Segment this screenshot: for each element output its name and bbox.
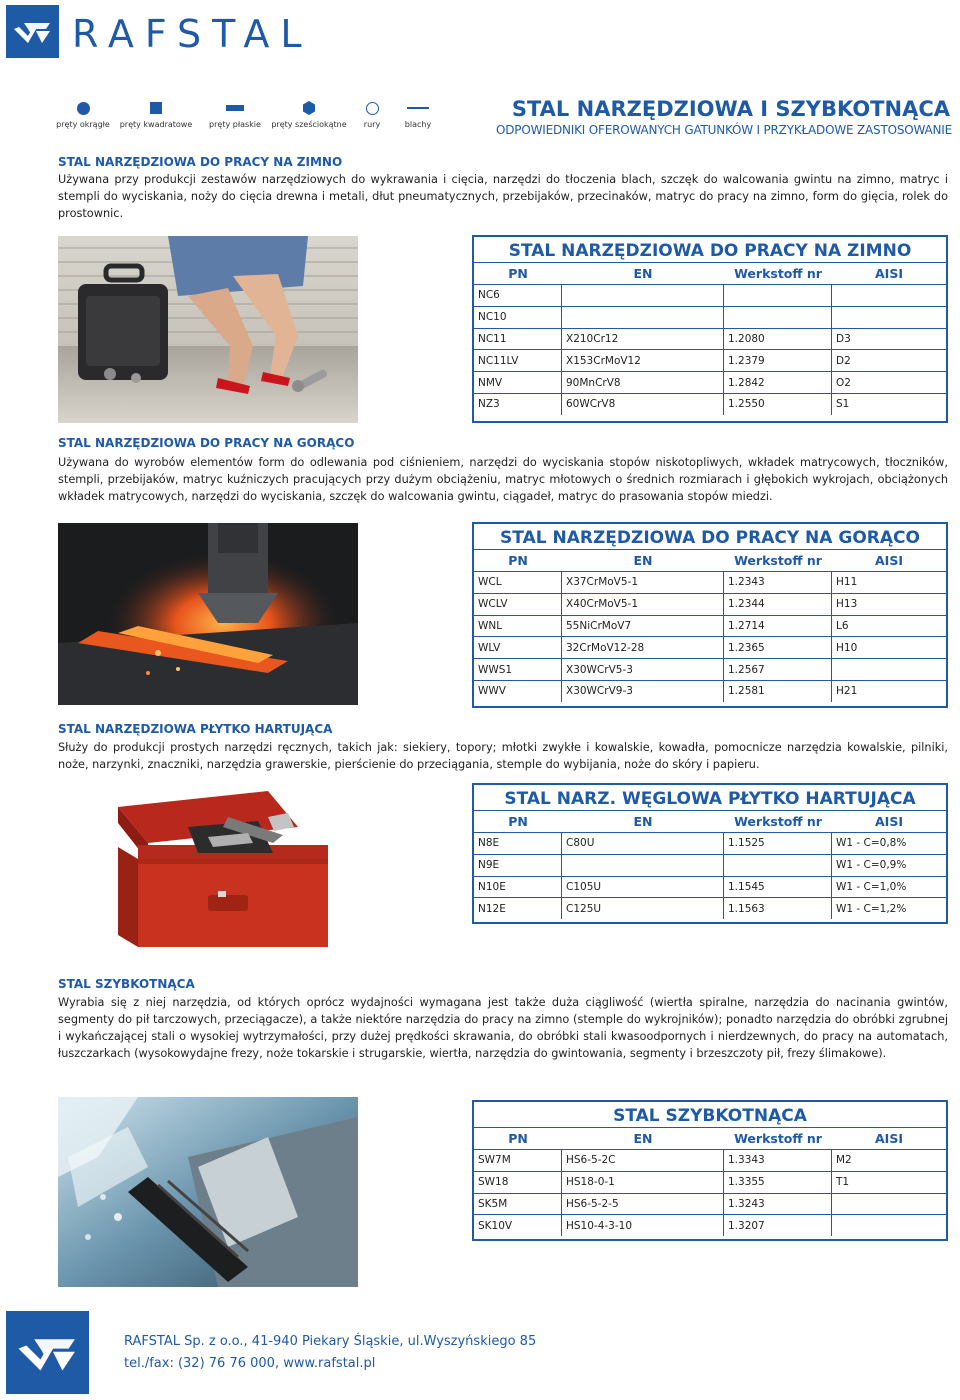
table-row: WNL 55NiCrMoV7 1.2714 L6: [474, 615, 946, 637]
hex-bar-icon: [302, 101, 316, 115]
table-row: SK5M HS6-5-2-5 1.3243: [474, 1193, 946, 1215]
table-row: N10E C105U 1.1545 W1 - C=1,0%: [474, 876, 946, 898]
section-title-carbon: STAL NARZĘDZIOWA PŁYTKO HARTUJĄCA: [58, 722, 333, 736]
table-row: WWV X30WCrV9-3 1.2581 H21: [474, 680, 946, 702]
table-hot-work: [472, 522, 948, 708]
table-row: WWS1 X30WCrV5-3 1.2567: [474, 658, 946, 680]
photo-toolbox-woman: [58, 236, 358, 423]
product-shape-legend: [55, 100, 445, 136]
shape-sheet: blachy: [378, 100, 458, 129]
footer-logo-icon: [6, 1311, 89, 1394]
section-text-hot: Używana do wyrobów elementów form do odlewania pod ciśnieniem, narzędzi do wyciskania stopów niskotopliwych, wkładek matrycowych, tłoczników, stempli, przebijaków, matryc kuźniczych pracujących przy dużym obciążeniu, matryc młotowych o średnich rozmiarach i głębokich wykrojach, obciążonych wkładek matrycowych, narzędzi do wyciskania, szczęk do walcowania gwintu, ciągadeł, matryc do prasowania stopów miedzi.: [58, 456, 948, 503]
shape-round: pręty okrągłe: [43, 100, 123, 129]
tube-icon: [366, 102, 379, 115]
table-cold-work: [472, 235, 948, 423]
table-row: N8E C80U 1.1525 W1 - C=0,8%: [474, 832, 946, 854]
photo-drilling: [58, 1097, 358, 1287]
table-row: SW18 HS18-0-1 1.3355 T1: [474, 1171, 946, 1193]
table-row: NC10: [474, 306, 946, 328]
table-header: PN EN Werkstoff nr AISI: [474, 262, 946, 284]
table-header: PN EN Werkstoff nr AISI: [474, 810, 946, 832]
table-row: N12E C125U 1.1563 W1 - C=1,2%: [474, 897, 946, 919]
table-title-hss: STAL SZYBKOTNĄCA: [613, 1106, 807, 1126]
section-text-carbon: Służy do produkcji prostych narzędzi ręcznych, takich jak: siekiery, topory; młotki zwykłe i kowalskie, kowadła, pomocnicze narzędzia kowalskie, pilniki, noże, narzynki, znaczniki, narzędzia grawerskie, pierścienie do przeciągania, stemple do wybijania, noże do skóry i papieru.: [58, 741, 948, 771]
photo-forging: [58, 523, 358, 705]
footer-address: RAFSTAL Sp. z o.o., 41-940 Piekary Śląskie, ul.Wyszyńskiego 85: [124, 1334, 537, 1349]
flat-bar-icon: [226, 105, 244, 111]
table-title-hot: STAL NARZĘDZIOWA DO PRACY NA GORĄCO: [500, 528, 920, 548]
square-bar-icon: [150, 102, 162, 114]
table-row: NC6: [474, 284, 946, 306]
table-row: SK10V HS10-4-3-10 1.3207: [474, 1214, 946, 1236]
logo-icon: [6, 5, 59, 58]
table-row: NZ3 60WCrV8 1.2550 S1: [474, 393, 946, 415]
section-title-cold: STAL NARZĘDZIOWA DO PRACY NA ZIMNO: [58, 155, 343, 169]
table-row: WLV 32CrMoV12-28 1.2365 H10: [474, 636, 946, 658]
brand-name: RAFSTAL: [72, 12, 313, 56]
shape-square: pręty kwadratowe: [116, 100, 196, 129]
table-row: SW7M HS6-5-2C 1.3343 M2: [474, 1149, 946, 1171]
shape-hex: pręty sześciokątne: [269, 100, 349, 129]
page-title: STAL NARZĘDZIOWA I SZYBKOTNĄCA: [511, 97, 950, 121]
table-header: PN EN Werkstoff nr AISI: [474, 549, 946, 571]
table-row: NC11 X210Cr12 1.2080 D3: [474, 328, 946, 350]
table-title-carbon: STAL NARZ. WĘGLOWA PŁYTKO HARTUJĄCA: [504, 789, 916, 809]
footer-contact-link[interactable]: tel./fax: (32) 76 76 000, www.rafstal.pl: [124, 1356, 376, 1371]
shape-flat: pręty płaskie: [195, 100, 275, 129]
table-high-speed-steel: [472, 1100, 948, 1241]
table-row: N9E W1 - C=0,9%: [474, 854, 946, 876]
page-subtitle: ODPOWIEDNIKI OFEROWANYCH GATUNKÓW I PRZYKŁADOWE ZASTOSOWANIE: [496, 123, 952, 137]
table-title-cold: STAL NARZĘDZIOWA DO PRACY NA ZIMNO: [508, 241, 912, 261]
sheet-icon: [407, 107, 429, 109]
section-title-hot: STAL NARZĘDZIOWA DO PRACY NA GORĄCO: [58, 436, 355, 450]
table-row: WCLV X40CrMoV5-1 1.2344 H13: [474, 593, 946, 615]
table-row: NMV 90MnCrV8 1.2842 O2: [474, 371, 946, 393]
table-header: PN EN Werkstoff nr AISI: [474, 1127, 946, 1149]
photo-red-toolbox: [58, 787, 358, 962]
shape-tube: rury: [332, 100, 412, 129]
section-text-cold: Używana przy produkcji zestawów narzędziowych do wykrawania i cięcia, narzędzi do tłoczenia blach, szczęk do walcowania gwintu na zimno, matryc i stempli do wyciskania, noży do cięcia drewna i metali, dłut pneumatycznych, przebijaków, przecinaków, matryc do pracy na zimno, form do gięcia, rolek do prostownic.: [58, 173, 948, 220]
section-title-hss: STAL SZYBKOTNĄCA: [58, 977, 195, 991]
section-text-hss: Wyrabia się z niej narzędzia, od których oprócz wydajności wymagana jest także duża ciągliwość (wiertła spiralne, narzędzia do nacinania gwintów, segmenty do pił tarczowych, przeciągacze), a także niektóre narzędzia do pracy na zimno (stemple do wykrojników); ponadto narzędzia do obróbki zgrubnej i wykańczającej stali o wysokiej wytrzymałości, przy dużej prędkości skrawania, do obróbki stali kwasoodpornych i nierdzewnych, do pracy na automatach, łuszczarkach (wysokowydajne frezy, noże tokarskie i strugarskie, wiertła, narzędzia do gwintowania, segmenty i brzeszczoty pił, frezy ślimakowe).: [58, 996, 948, 1060]
table-row: WCL X37CrMoV5-1 1.2343 H11: [474, 571, 946, 593]
table-carbon-steel: [472, 783, 948, 924]
round-bar-icon: [77, 102, 90, 115]
table-row: NC11LV X153CrMoV12 1.2379 D2: [474, 349, 946, 371]
